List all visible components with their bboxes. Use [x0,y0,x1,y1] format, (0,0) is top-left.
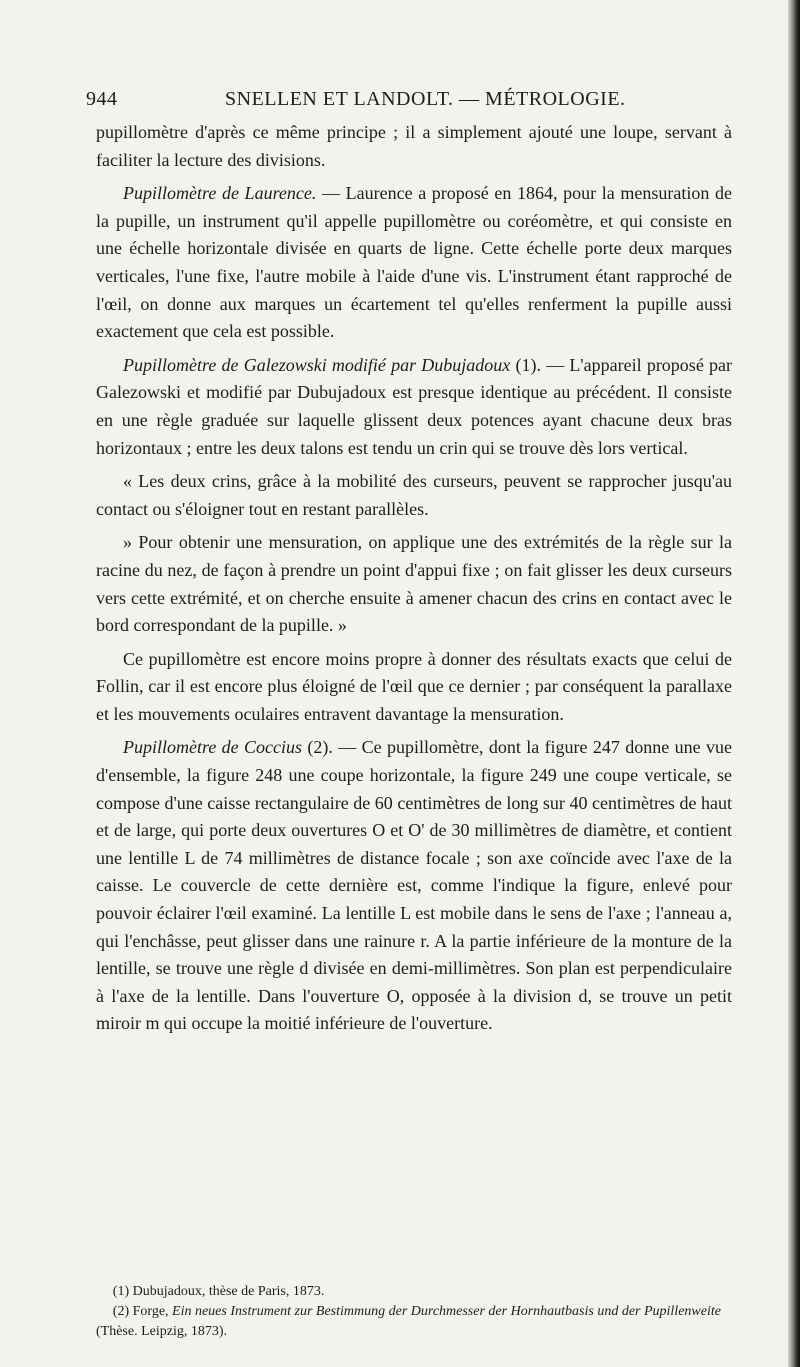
paragraph [96,119,732,174]
footnote [96,1282,736,1302]
footnote-text: (Thèse. Leipzig, 1873). [96,1324,228,1339]
paragraph [96,468,732,523]
paragraph-text: (1). — L'appareil proposé par Galezowski et modifié par Dubujadoux est presque identique au précédent. Il consiste en une règle graduée sur laquelle glissent deux potences ayant chacune deux bras horizontaux ; entre les deux talons est tendu un crin qui se trouve dès lors vertical. [96,354,732,458]
footnote [96,1302,736,1342]
section-title: Pupillomètre de Laurence. [123,183,317,204]
footnotes [96,1282,736,1342]
paragraph [96,646,732,729]
page-header [86,88,726,114]
running-title: SNELLEN ET LANDOLT. — MÉTROLOGIE. [225,88,626,110]
paragraph-text: » Pour obtenir une mensuration, on applique une des extrémités de la règle sur la racine du nez, de façon à prendre un point d'appui fixe ; on fait glisser les deux curseurs vers cette extrémité, et on cherche ensuite à amener chacun des crins en contact avec le bord correspondant de la pupille. » [96,532,732,636]
footnote-text: (2) Forge, [112,1304,173,1319]
paragraph-text: Ce pupillomètre est encore moins propre à donner des résultats exacts que celui de Follin, car il est encore plus éloigné de l'œil que ce dernier ; par conséquent la parallaxe et les mouvements oculaires entravent davantage la mensuration. [96,648,732,724]
paragraph [96,529,732,639]
paragraph [96,180,732,346]
page-number: 944 [86,88,118,110]
section-title: Pupillomètre de Coccius [123,737,303,758]
section-title: Pupillomètre de Galezowski modifié par Dubujadoux [123,354,511,375]
paragraph [96,352,732,462]
footnote-title: Ein neues Instrument zur Bestimmung der Durchmesser der Hornhautbasis und der Pupillenweite [172,1304,721,1319]
paragraph-text: (2). — Ce pupillomètre, dont la figure 247 donne une vue d'ensemble, la figure 248 une coupe horizontale, la figure 249 une coupe verticale, se compose d'une caisse rectangulaire de 60 centimètres de long sur 40 centimètres de haut et de large, qui porte deux ouvertures O et O' de 30 millimètres de diamètre, et contient une lentille L de 74 millimètres de distance focale ; son axe coïncide avec l'axe de la caisse. Le couvercle de cette dernière est, comme l'indique la figure, enlevé pour pouvoir éclairer l'œil examiné. La lentille L est mobile dans le sens de l'axe ; l'anneau a, qui l'enchâsse, peut glisser dans une rainure r. A la partie inférieure de la monture de la lentille, se trouve une règle d divisée en demi-millimètres. Son plan est perpendiculaire à l'axe de la lentille. Dans l'ouverture O, opposée à la division d, se trouve un petit miroir m qui occupe la moitié inférieure de l'ouverture. [96,737,732,1034]
paragraph-text: — Laurence a proposé en 1864, pour la mensuration de la pupille, un instrument qu'il appelle pupillomètre ou coréomètre, et qui consiste en une échelle horizontale divisée en quarts de ligne. Cette échelle porte deux marques verticales, l'une fixe, l'autre mobile à l'aide d'une vis. L'instrument étant rapproché de l'œil, on donne aux marques un écartement tel qu'elles renferment la pupille aussi exactement que cela est possible. [96,183,732,342]
paragraph [96,734,732,1038]
page-edge-shadow [788,0,800,1367]
paragraph-text: pupillomètre d'après ce même principe ; il a simplement ajouté une loupe, servant à faciliter la lecture des divisions. [96,122,732,170]
body-text [96,119,732,1044]
footnote-text: (1) Dubujadoux, thèse de Paris, 1873. [112,1284,325,1299]
paragraph-text: « Les deux crins, grâce à la mobilité des curseurs, peuvent se rapprocher jusqu'au contact ou s'éloigner tout en restant parallèles. [96,471,732,519]
